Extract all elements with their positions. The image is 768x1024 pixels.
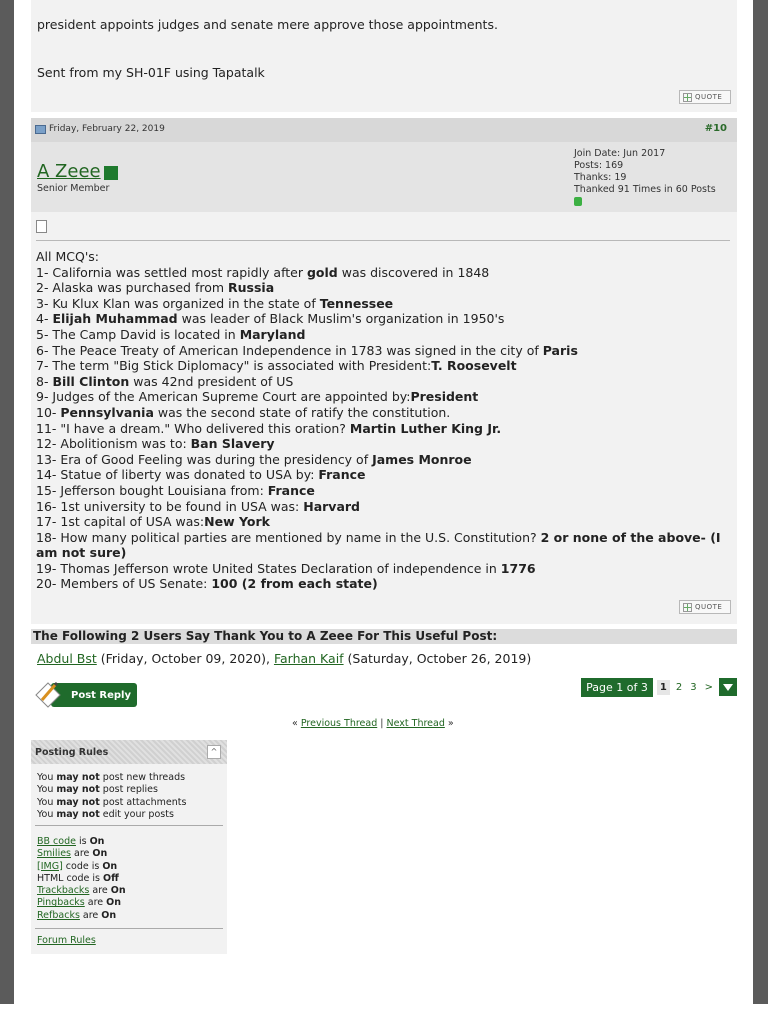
code-setting-text: are	[71, 848, 93, 860]
post-divider	[36, 240, 730, 241]
permission-text: post attachments	[99, 796, 187, 808]
mcq-line	[36, 436, 736, 452]
code-setting-state: On	[101, 909, 117, 921]
mcq-text: 1- California was settled most rapidly after	[36, 264, 307, 280]
mcq-line	[36, 358, 736, 374]
code-setting-state: On	[106, 897, 121, 909]
pencil-icon	[33, 679, 63, 709]
mcq-answer: Martin Luther King Jr.	[349, 420, 502, 436]
thanks-date: (Saturday, October 26, 2019)	[343, 651, 532, 666]
code-setting-text: are	[84, 897, 107, 909]
mcq-answer: gold	[306, 264, 338, 280]
permission-line	[37, 772, 186, 784]
mcq-answer: President	[410, 389, 479, 405]
mcq-text: 13- Era of Good Feeling was during the presidency of	[36, 451, 373, 467]
post-count: Posts: 169	[574, 160, 624, 171]
mcq-answer: Tennessee	[319, 295, 394, 311]
mcq-line	[36, 421, 736, 437]
permission-text: edit your posts	[99, 808, 174, 820]
thanked-count: Thanked 91 Times in 60 Posts	[574, 184, 716, 195]
mcq-line	[36, 265, 736, 281]
right-border	[753, 0, 768, 1004]
permission-text: You	[37, 784, 57, 796]
post-reply-button[interactable]	[31, 677, 139, 709]
permission-text: You	[37, 808, 57, 820]
code-setting-link[interactable]: Refbacks	[37, 909, 80, 921]
rules-divider	[35, 825, 223, 826]
thanks-heading: The Following 2 Users Say Thank You to A Zeee For This Useful Post:	[33, 629, 498, 643]
post-body	[31, 212, 737, 624]
post-icon	[36, 220, 47, 233]
mcq-text: 18- How many political parties are mentioned by name in the U.S. Constitution?	[36, 529, 541, 545]
mcq-line	[36, 280, 736, 296]
code-setting-link[interactable]: Smilies	[37, 848, 71, 860]
forum-rules	[37, 935, 96, 946]
mcq-text: 10-	[36, 404, 61, 420]
mcq-text: 3- Ku Klux Klan was organized in the state of	[36, 295, 320, 311]
thread-nav-divider: |	[377, 718, 387, 729]
mcq-line	[36, 311, 736, 327]
thread-navigation	[292, 718, 454, 729]
mcq-line	[36, 327, 736, 343]
code-settings	[37, 836, 126, 922]
quote-button[interactable]	[679, 600, 731, 614]
page-label: Page 1 of 3	[581, 678, 653, 697]
prev-post-text: president appoints judges and senate mere approve those appointments.	[37, 17, 498, 32]
mcq-text: 4-	[36, 311, 53, 327]
mcq-text: was discovered in 1848	[337, 264, 490, 280]
code-setting-link[interactable]: Trackbacks	[37, 885, 90, 897]
post-number-link[interactable]: #10	[704, 123, 727, 134]
mcq-answer: 1776	[500, 560, 536, 576]
post-reply-label: Post Reply	[51, 683, 137, 707]
code-setting-link[interactable]: [IMG]	[37, 860, 63, 872]
mcq-answer: Paris	[542, 342, 578, 358]
mcq-line	[36, 499, 736, 515]
left-border	[0, 0, 14, 1004]
code-setting-state: On	[110, 885, 126, 897]
mcq-answer: T. Roosevelt	[431, 358, 517, 374]
code-setting-link[interactable]: BB code	[37, 836, 76, 847]
mcq-line	[36, 530, 736, 561]
mcq-text: All MCQ's:	[36, 249, 99, 264]
next-arrow: »	[447, 718, 454, 729]
quote-button[interactable]	[679, 90, 731, 104]
code-setting-text: are	[89, 885, 111, 897]
post-message	[36, 249, 736, 592]
reputation-icon	[574, 197, 582, 206]
page-link-3[interactable]: 3	[690, 681, 697, 693]
code-setting-line	[37, 873, 126, 885]
page-menu-chevron-down-icon[interactable]	[719, 678, 737, 696]
permission-text: post new threads	[99, 772, 186, 783]
mcq-line	[36, 296, 736, 312]
mcq-answer: France	[318, 467, 366, 483]
mcq-answer: 100 (2 from each state)	[211, 576, 378, 592]
mcq-text: 2- Alaska was purchased from	[36, 280, 229, 296]
thanks-count: Thanks: 19	[574, 172, 627, 183]
thanks-user-link[interactable]: Abdul Bst	[37, 651, 97, 666]
mcq-text: was leader of Black Muslim's organization in 1950's	[177, 311, 505, 327]
mcq-answer: 2 or none of the above- (I am not sure)	[36, 529, 721, 561]
permission-text: post replies	[99, 784, 158, 796]
mcq-line	[36, 452, 736, 468]
previous-thread-link[interactable]: Previous Thread	[300, 718, 378, 729]
mcq-text: 20- Members of US Senate:	[36, 576, 212, 592]
posting-permissions	[37, 772, 186, 821]
mcq-line	[36, 561, 736, 577]
prev-post-signature: Sent from my SH-01F using Tapatalk	[37, 65, 265, 80]
code-setting-line	[37, 861, 126, 873]
mcq-answer: Bill Clinton	[52, 373, 130, 389]
mcq-answer: Pennsylvania	[60, 404, 154, 420]
collapse-icon[interactable]: ^	[207, 745, 221, 759]
permission-line	[37, 784, 186, 796]
mcq-text: 16- 1st university to be found in USA was:	[36, 498, 304, 514]
mcq-answer: James Monroe	[372, 451, 472, 467]
mcq-answer: Ban Slavery	[190, 436, 275, 452]
mcq-text: 9- Judges of the American Supreme Court are appointed by:	[36, 389, 411, 405]
posting-rules-panel	[31, 740, 227, 954]
mcq-line	[36, 249, 736, 265]
code-setting-line	[37, 848, 126, 860]
quote-icon	[683, 603, 692, 612]
mcq-answer: New York	[204, 514, 270, 530]
code-setting-state: Off	[103, 872, 119, 884]
mcq-text: 8-	[36, 373, 53, 389]
mcq-line	[36, 405, 736, 421]
quote-icon	[683, 93, 692, 102]
code-setting-text: are	[79, 909, 102, 921]
code-setting-text: HTML code is	[37, 872, 103, 884]
mcq-line	[36, 576, 736, 592]
mcq-text: was 42nd president of US	[129, 373, 294, 389]
page-link-2[interactable]: 2	[675, 681, 683, 693]
code-setting-line	[37, 885, 126, 897]
thanks-user-link[interactable]: Farhan Kaif	[273, 651, 344, 666]
previous-post-body	[31, 0, 737, 112]
mcq-line	[36, 467, 736, 483]
quote-label: QUOTE	[695, 603, 723, 611]
mcq-line	[36, 374, 736, 390]
permission-text: You	[37, 796, 57, 808]
post-date: Friday, February 22, 2019	[49, 124, 165, 134]
user-stats	[574, 148, 716, 196]
post-date-icon	[35, 125, 46, 134]
code-setting-state: On	[92, 848, 108, 860]
posting-rules-header	[31, 740, 227, 764]
mcq-text: 12- Abolitionism was to:	[36, 436, 191, 452]
join-date: Join Date: Jun 2017	[574, 148, 666, 159]
rules-divider	[35, 928, 223, 929]
mcq-text: 19- Thomas Jefferson wrote United States Declaration of independence in	[36, 560, 501, 576]
posting-rules-title: Posting Rules	[35, 747, 109, 758]
permission-state: may not	[56, 808, 100, 820]
permission-line	[37, 809, 186, 821]
mcq-text: 14- Statue of liberty was donated to USA by:	[36, 467, 319, 483]
next-thread-link[interactable]: Next Thread	[386, 718, 445, 729]
permission-text: You	[37, 772, 57, 783]
code-setting-state: On	[89, 836, 105, 847]
user-title: Senior Member	[37, 183, 110, 194]
pagination	[581, 677, 737, 697]
username-link[interactable]: A Zeee	[37, 161, 101, 182]
permission-state: may not	[56, 784, 100, 796]
code-setting-text: is	[75, 836, 90, 847]
mcq-answer: Elijah Muhammad	[52, 311, 178, 327]
mcq-text: 7- The term "Big Stick Diplomacy" is associated with President:	[36, 358, 432, 374]
mcq-answer: Russia	[228, 280, 275, 296]
prev-arrow: «	[292, 718, 298, 729]
permission-line	[37, 797, 186, 809]
post-user-info	[31, 142, 737, 212]
quote-label: QUOTE	[695, 93, 723, 101]
mcq-text: was the second state of ratify the constitution.	[153, 404, 451, 420]
code-setting-link[interactable]: Pingbacks	[37, 897, 85, 909]
mcq-line	[36, 514, 736, 530]
thanks-date: (Friday, October 09, 2020),	[96, 651, 274, 666]
code-setting-text: code is	[62, 860, 103, 872]
post-header	[31, 118, 737, 142]
mcq-answer: France	[267, 482, 315, 498]
mcq-line	[36, 389, 736, 405]
online-status-icon	[104, 166, 118, 180]
permission-state: may not	[56, 796, 100, 808]
permission-state: may not	[56, 772, 100, 783]
page-current: 1	[657, 680, 670, 695]
mcq-text: 15- Jefferson bought Louisiana from:	[36, 482, 268, 498]
mcq-line	[36, 343, 736, 359]
code-setting-state: On	[102, 860, 118, 872]
code-setting-line	[37, 836, 126, 848]
mcq-answer: Maryland	[239, 326, 306, 342]
forum-rules-link[interactable]: Forum Rules	[37, 935, 96, 946]
code-setting-line	[37, 897, 126, 909]
mcq-line	[36, 483, 736, 499]
thanks-heading-bar	[31, 629, 737, 644]
mcq-text: 5- The Camp David is located in	[36, 326, 240, 342]
mcq-answer: Harvard	[303, 498, 361, 514]
mcq-text: 17- 1st capital of USA was:	[36, 514, 205, 530]
page-next-link[interactable]: >	[704, 681, 713, 693]
mcq-text: 6- The Peace Treaty of American Independence in 1783 was signed in the city of	[36, 342, 543, 358]
code-setting-line	[37, 910, 126, 922]
mcq-text: 11- "I have a dream." Who delivered this oration?	[36, 420, 350, 436]
thanks-list	[37, 651, 531, 666]
